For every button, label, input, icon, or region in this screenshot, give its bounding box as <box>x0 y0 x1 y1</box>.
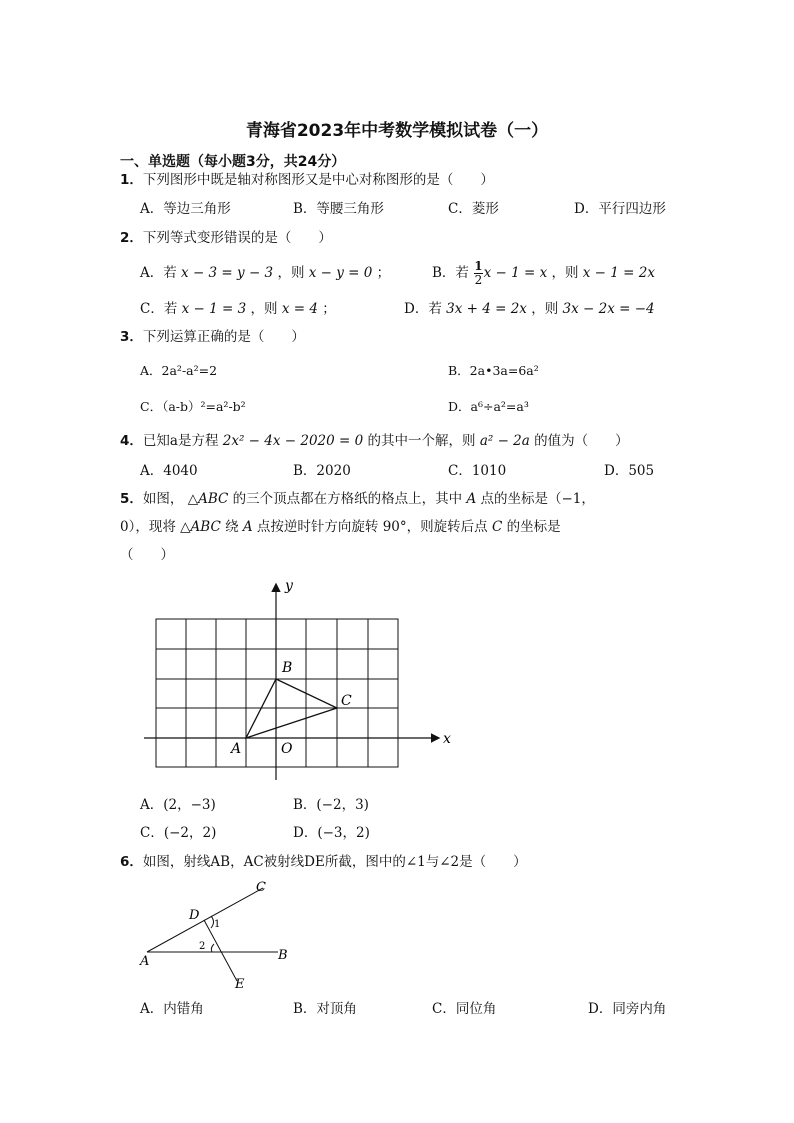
option-text: ，则 <box>531 301 559 317</box>
math-expression: C <box>491 519 503 535</box>
math-expression: 3x + 4 = 2x <box>446 301 527 317</box>
q3-option-c: C．（a-b）²=a²-b² <box>140 399 246 414</box>
question-number: 6． <box>120 854 143 870</box>
math-expression: A <box>242 519 253 535</box>
question-stem: 的三个顶点都在方格纸的格点上，其中 <box>232 491 463 507</box>
label-angle-1: 1 <box>214 919 221 930</box>
option-label: D．若 <box>404 301 442 317</box>
question-5-line-2 <box>120 518 561 536</box>
fraction <box>474 260 482 287</box>
q1-option-d: D．平行四边形 <box>574 201 666 217</box>
question-1 <box>120 171 494 189</box>
q2-option-a <box>140 264 390 282</box>
option-text: ，则 <box>277 265 305 281</box>
question-number: 3． <box>120 329 143 345</box>
question-3 <box>120 328 305 346</box>
option-label: A．若 <box>140 265 177 281</box>
question-number: 1． <box>120 172 143 188</box>
option-label: B．若 <box>432 265 469 281</box>
label-b: B <box>282 660 293 676</box>
question-number: 2． <box>120 230 143 246</box>
math-expression: a² − 2a <box>479 433 530 449</box>
q5-option-a: A．(2，−3) <box>140 797 216 813</box>
q4-option-b: B．2020 <box>293 463 351 479</box>
q1-option-a: A．等边三角形 <box>140 201 231 217</box>
label-b: B <box>278 948 288 963</box>
q1-option-b: B．等腰三角形 <box>293 201 384 217</box>
math-expression: x − 1 = 2x <box>582 265 655 281</box>
option-label: C．若 <box>140 301 178 317</box>
question-5-line-1 <box>120 490 595 508</box>
label-origin: O <box>281 741 293 757</box>
q4-option-a: A．4040 <box>140 463 198 479</box>
grid-lines <box>156 619 398 767</box>
math-expression: 2x² − 4x − 2020 = 0 <box>222 433 364 449</box>
angle-2-arc <box>211 944 214 952</box>
question-stem: 的坐标是 <box>506 519 561 535</box>
q6-option-c: C．同位角 <box>432 1001 497 1017</box>
q2-option-d <box>404 300 655 318</box>
q3-option-d: D．a⁶÷a²=a³ <box>448 399 529 414</box>
option-text: ； <box>322 301 336 317</box>
q2-option-b <box>432 258 655 288</box>
label-a: A <box>140 954 150 969</box>
label-e: E <box>235 977 245 992</box>
q4-option-c: C．1010 <box>448 463 507 479</box>
question-stem: 如图，射线AB，AC被射线DE所截，图中的∠1与∠2是（ ） <box>142 854 527 870</box>
math-expression: x − y = 0 <box>308 265 373 281</box>
question-stem: 点按逆时针方向旋转 90°，则旋转后点 <box>256 519 488 535</box>
q6-option-a: A．内错角 <box>140 1001 204 1017</box>
q3-option-b: B．2a•3a=6a² <box>448 363 539 378</box>
math-expression: x = 4 <box>281 301 318 317</box>
question-number: 5． <box>120 491 143 507</box>
question-5-line-3: （ ） <box>120 547 174 563</box>
math-expression: 3x − 2x = −4 <box>562 301 655 317</box>
q5-option-d: D．(−3，2) <box>293 825 370 841</box>
question-2 <box>120 229 332 247</box>
section-title: 一、单选题（每小题3分，共24分） <box>120 154 346 170</box>
ray-de <box>204 920 237 981</box>
page-title: 青海省2023年中考数学模拟试卷（一） <box>245 121 549 141</box>
q3-option-a: A．2a²-a²=2 <box>140 363 218 378</box>
q6-option-d: D．同旁内角 <box>588 1001 667 1017</box>
option-text: ； <box>376 265 391 281</box>
option-text: ，则 <box>250 301 278 317</box>
q1-option-c: C．菱形 <box>448 201 499 217</box>
q6-option-b: B．对顶角 <box>293 1001 357 1017</box>
question-stem: 绕 <box>225 519 239 535</box>
fraction-numerator: 1 <box>474 259 483 273</box>
q4-option-d: D．505 <box>604 463 655 479</box>
q5-option-b: B．(−2，3) <box>293 797 369 813</box>
math-expression: A <box>466 491 477 507</box>
question-stem: 下列图形中既是轴对称图形又是中心对称图形的是（ ） <box>142 172 494 188</box>
question-stem: 如图， <box>142 491 184 507</box>
math-expression: x − 3 = y − 3 <box>181 265 274 281</box>
math-expression: △ABC <box>180 519 221 535</box>
label-c: C <box>341 693 352 709</box>
question-stem: 下列运算正确的是（ ） <box>142 329 305 345</box>
question-stem: 点的坐标是（−1， <box>480 491 595 507</box>
label-angle-2: 2 <box>199 941 206 952</box>
label-d: D <box>189 908 200 923</box>
fraction-denominator: 2 <box>474 273 483 287</box>
label-y-axis: y <box>285 578 293 594</box>
math-expression: x − 1 = x <box>483 265 548 281</box>
question-4 <box>120 432 629 450</box>
label-x-axis: x <box>443 731 451 747</box>
question-stem: 的值为（ ） <box>534 433 629 449</box>
question-number: 4． <box>120 433 143 449</box>
label-a: A <box>231 741 242 757</box>
question-6 <box>120 853 527 871</box>
option-text: ，则 <box>551 265 579 281</box>
angle-figure <box>138 878 298 993</box>
question-stem: 下列等式变形错误的是（ ） <box>142 230 332 246</box>
q2-option-c <box>140 300 336 318</box>
q5-option-c: C．(−2，2) <box>140 825 217 841</box>
question-stem: 0），现将 <box>120 519 176 535</box>
question-stem: 已知a是方程 <box>142 433 219 449</box>
grid-coordinate-figure <box>140 575 460 785</box>
question-stem: 的其中一个解，则 <box>367 433 476 449</box>
label-c: C <box>256 880 266 895</box>
math-expression: x − 1 = 3 <box>181 301 247 317</box>
math-expression: △ABC <box>187 491 229 507</box>
